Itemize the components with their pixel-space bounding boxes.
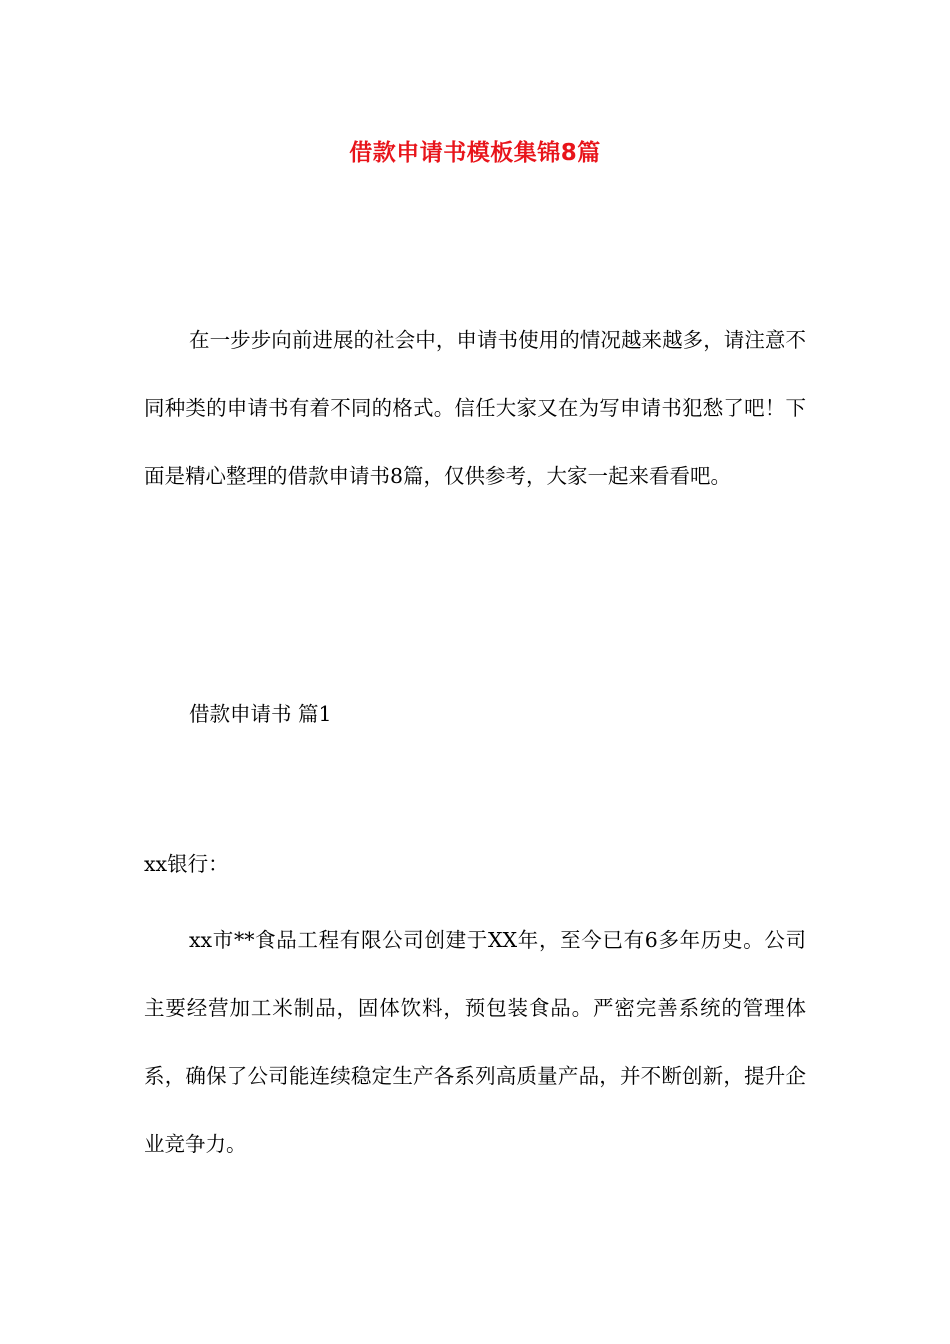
salutation: xx银行： [144, 852, 229, 876]
intro-paragraph: 在一步步向前进展的社会中，申请书使用的情况越来越多，请注意不同种类的申请书有着不同的格式。信任大家又在为写申请书犯愁了吧！下面是精心整理的借款申请书8篇，仅供参考，大家一起来看看吧。 [144, 328, 806, 488]
body-paragraph: xx市**食品工程有限公司创建于XX年，至今已有6多年历史。公司主要经营加工米制品，固体饮料，预包装食品。严密完善系统的管理体系，确保了公司能连续稳定生产各系列高质量产品，并不断创新，提升企业竞争力。 [144, 928, 806, 1156]
document-title: 借款申请书模板集锦8篇 [349, 140, 601, 166]
section-heading: 借款申请书 篇1 [189, 702, 332, 726]
